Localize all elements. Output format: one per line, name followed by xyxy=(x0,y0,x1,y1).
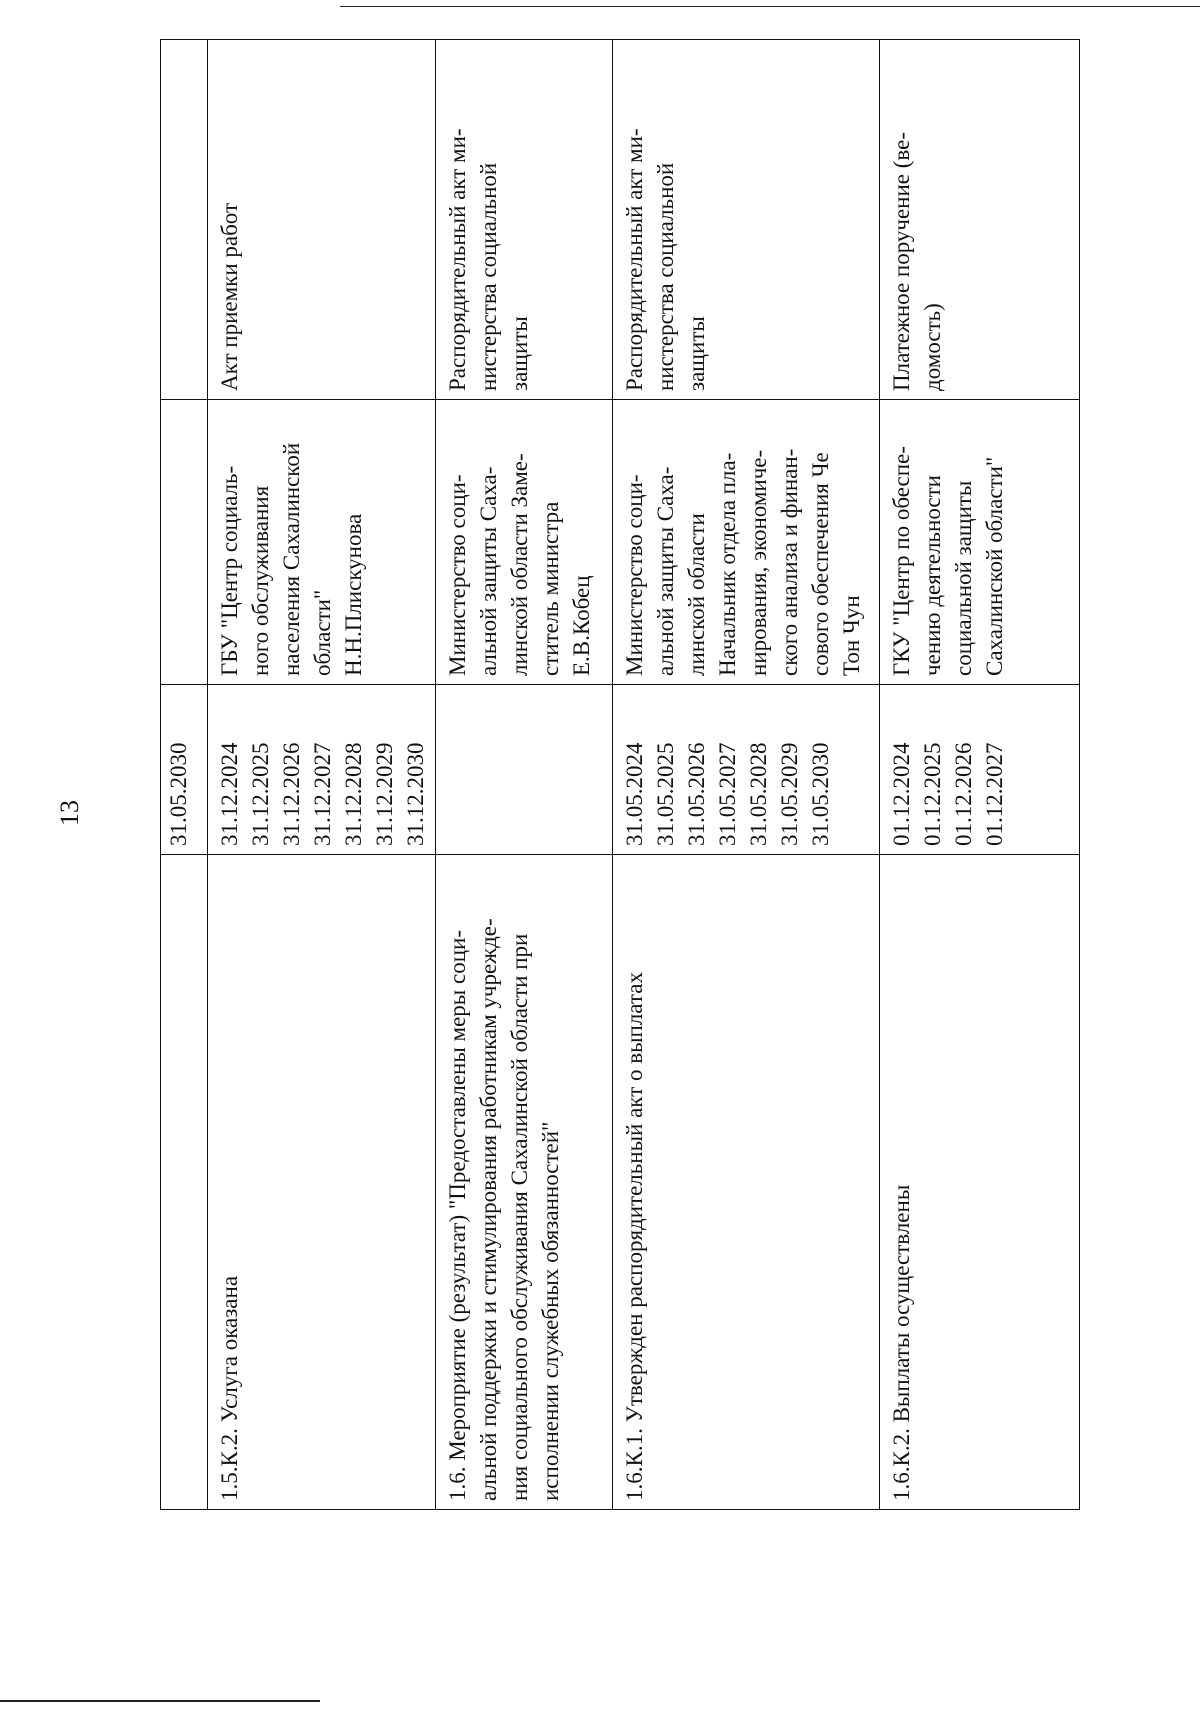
schedule-table xyxy=(160,39,1080,1510)
table-row xyxy=(436,40,613,1510)
table-row xyxy=(161,40,208,1510)
cell-date: 31.05.2030 xyxy=(161,685,208,855)
cell-date: 31.12.2024 31.12.2025 31.12.2026 31.12.2027 31.12.2028 31.12.2029 31.12.2030 xyxy=(208,685,436,855)
table-row xyxy=(880,40,1080,1510)
cell-document: Распорядительный акт ми- нистерства социальной защиты xyxy=(436,40,613,400)
cell-date: 31.05.2024 31.05.2025 31.05.2026 31.05.2027 31.05.2028 31.05.2029 31.05.2030 xyxy=(613,685,880,855)
scan-edge-line-top xyxy=(340,6,1200,7)
cell-document xyxy=(161,40,208,400)
cell-document: Платежное поручение (ве- домость) xyxy=(880,40,1080,400)
cell-responsible xyxy=(161,400,208,685)
cell-responsible: Министерство соци- альной защиты Саха- линской области Начальник отдела пла- нирования, экономиче- ского анализа и финан- сового обеспечения Че Тон Чун xyxy=(613,400,880,685)
cell-responsible: Министерство соци- альной защиты Саха- линской области Заме- ститель министра Е.В.Кобец xyxy=(436,400,613,685)
cell-date: 01.12.2024 01.12.2025 01.12.2026 01.12.2027 xyxy=(880,685,1080,855)
cell-responsible: ГБУ "Центр социаль- ного обслуживания населения Сахалинской области" Н.Н.Плискунова xyxy=(208,400,436,685)
cell-name: 1.6.К.2. Выплаты осуществлены xyxy=(880,855,1080,1510)
cell-name: 1.6. Мероприятие (результат) "Предоставлены меры соци- альной поддержки и стимулирования работникам учрежде- ния социального обслуживания Сахалинской области при исполнении служебных обязанностей" xyxy=(436,855,613,1510)
cell-name: 1.5.К.2. Услуга оказана xyxy=(208,855,436,1510)
rotated-table-wrapper xyxy=(160,40,1080,1510)
cell-date xyxy=(436,685,613,855)
scan-edge-line-bottom xyxy=(0,1700,320,1702)
page-number: 13 xyxy=(55,800,84,826)
cell-document: Акт приемки работ xyxy=(208,40,436,400)
cell-document: Распорядительный акт ми- нистерства социальной защиты xyxy=(613,40,880,400)
cell-name: 1.6.К.1. Утвержден распорядительный акт о выплатах xyxy=(613,855,880,1510)
cell-name xyxy=(161,855,208,1510)
cell-responsible: ГКУ "Центр по обеспе- чению деятельности социальной защиты Сахалинской области" xyxy=(880,400,1080,685)
table-row xyxy=(613,40,880,1510)
table-row xyxy=(208,40,436,1510)
